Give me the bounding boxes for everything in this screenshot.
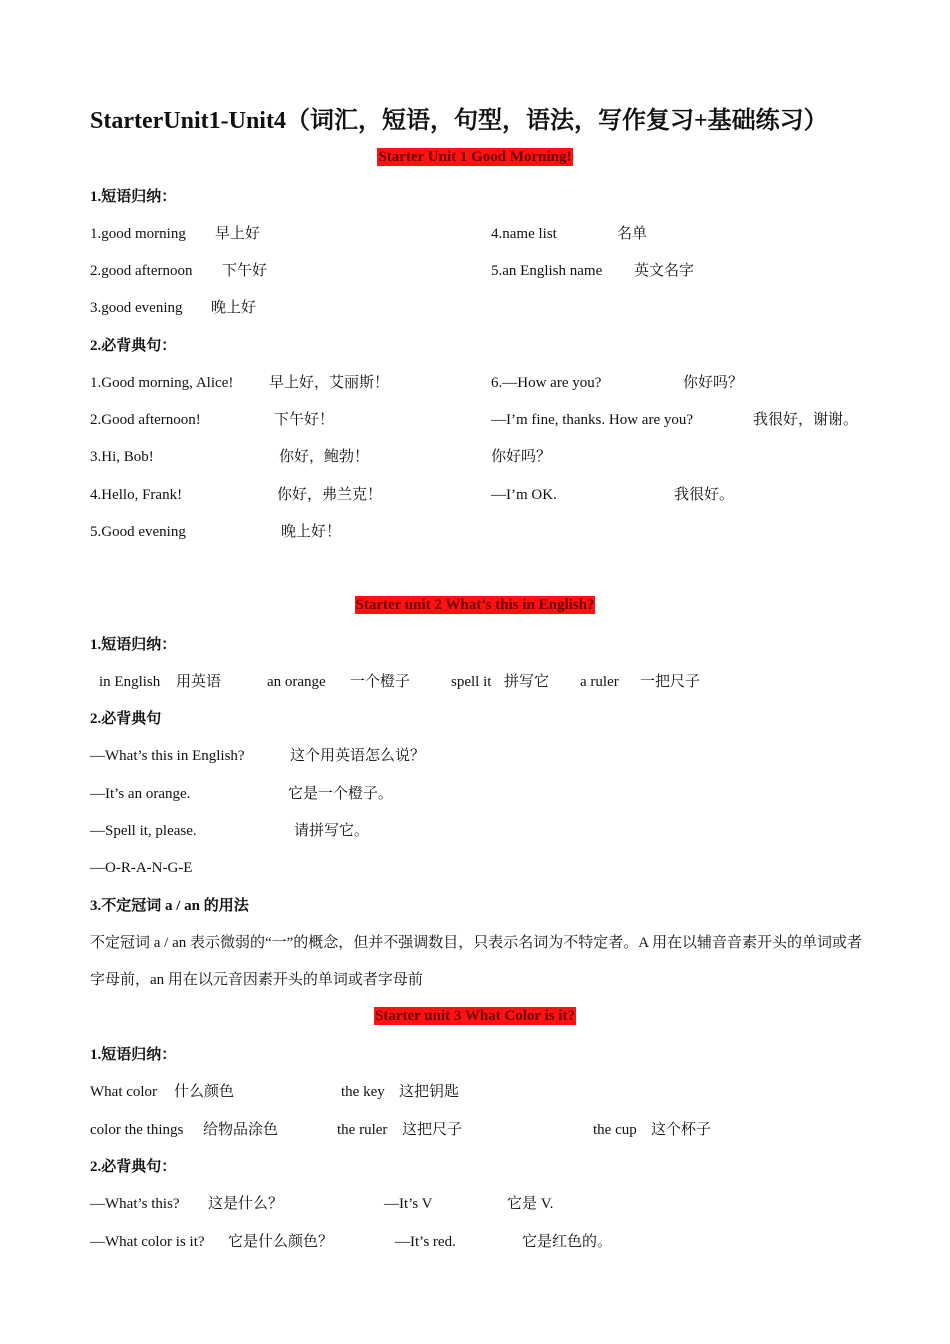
unit1-sentence-1-en: 1.Good morning, Alice! (90, 375, 234, 391)
unit1-sentence-7-en: —I’m fine, thanks. How are you? (491, 412, 694, 428)
unit3-sentence-1-zh: 这是什么？ (208, 1196, 284, 1212)
unit1-sentence-5-en: 5.Good evening (90, 524, 186, 540)
unit1-sentence-2-zh: 下午好！ (274, 412, 335, 428)
unit2-sentence-3-zh: 请拼写它。 (294, 823, 370, 839)
unit3-phrase-5-en: the cup (593, 1122, 637, 1138)
unit3-phrase-3-zh: 给物品涂色 (203, 1122, 279, 1138)
unit3-sentence-3-zh: 它是什么颜色？ (228, 1234, 334, 1250)
unit2-sentence-1-zh: 这个用英语怎么说？ (290, 748, 426, 764)
unit1-phrase-3-zh: 晚上好 (211, 300, 257, 316)
unit3-header-text: Starter unit 3 What Color is it? (374, 1008, 575, 1024)
unit1-sentence-8: 你好吗？ (491, 449, 552, 465)
unit1-phrase-2-zh: 下午好 (222, 263, 268, 279)
unit3-sentence-2-zh: 它是 V. (507, 1196, 554, 1212)
unit1-sentence-6-en: 6.—How are you? (491, 375, 602, 391)
unit1-phrase-4-en: 4.name list (491, 226, 557, 242)
unit1-header-text: Starter Unit 1 Good Morning! (378, 149, 572, 165)
unit2-header-text: Starter unit 2 What’s this in English? (355, 597, 595, 613)
unit2-sentences-heading: 2.必背典句 (90, 711, 162, 727)
unit2-phrase-1-en: in English (99, 674, 161, 690)
unit1-sentence-9-en: —I’m OK. (491, 487, 557, 503)
unit2-header (0, 597, 950, 614)
unit3-phrase-1-en: What color (90, 1084, 158, 1100)
unit3-phrase-4-en: the ruler (337, 1122, 388, 1138)
unit1-sentence-2-en: 2.Good afternoon! (90, 412, 201, 428)
unit1-phrase-5-en: 5.an English name (491, 263, 603, 279)
unit2-phrase-4-zh: 一把尺子 (640, 674, 701, 690)
unit1-phrase-1-en: 1.good morning (90, 226, 186, 242)
unit1-sentence-7-zh: 我很好，谢谢。 (753, 412, 859, 428)
unit3-sentence-1-en: —What’s this? (90, 1196, 180, 1212)
unit2-phrase-3-en: spell it (451, 674, 492, 690)
unit3-sentence-2-en: —It’s V (384, 1196, 433, 1212)
unit1-sentence-5-zh: 晚上好！ (281, 524, 342, 540)
unit2-phrase-4-en: a ruler (580, 674, 619, 690)
unit2-sentence-1-en: —What’s this in English? (90, 748, 245, 764)
unit3-sentences-heading: 2.必背典句： (90, 1159, 177, 1175)
unit1-sentence-9-zh: 我很好。 (674, 487, 735, 503)
unit2-sentence-2-zh: 它是一个橙子。 (288, 786, 394, 802)
unit1-sentence-1-zh: 早上好，艾丽斯！ (269, 375, 390, 391)
unit1-sentence-4-zh: 你好，弗兰克！ (277, 487, 383, 503)
unit3-phrase-1-zh: 什么颜色 (174, 1084, 235, 1100)
unit1-phrase-4-zh: 名单 (617, 226, 648, 242)
unit2-phrase-2-en: an orange (267, 674, 326, 690)
unit3-phrase-3-en: color the things (90, 1122, 184, 1138)
unit2-phrase-1-zh: 用英语 (176, 674, 222, 690)
unit2-phrase-3-zh: 拼写它 (504, 674, 550, 690)
unit1-phrase-2-en: 2.good afternoon (90, 263, 193, 279)
unit1-phrase-1-zh: 早上好 (215, 226, 261, 242)
unit2-phrase-2-zh: 一个橙子 (350, 674, 411, 690)
unit1-sentence-6-zh: 你好吗？ (683, 375, 744, 391)
unit1-sentence-4-en: 4.Hello, Frank! (90, 487, 183, 503)
unit1-phrases-heading: 1.短语归纳： (90, 189, 177, 205)
page-title: StarterUnit1-Unit4（词汇，短语，句型，语法，写作复习+基础练习） (90, 108, 828, 134)
unit3-phrase-5-zh: 这个杯子 (651, 1122, 712, 1138)
unit3-phrase-4-zh: 这把尺子 (402, 1122, 463, 1138)
unit3-sentence-3-en: —What color is it? (90, 1234, 205, 1250)
unit2-grammar-text: 不定冠词 a / an 表示微弱的“一”的概念，但并不强调数目，只表示名词为不特定者。A 用在以辅音音素开头的单词或者字母前，an 用在以元音因素开头的单词或者字母前 (90, 935, 863, 988)
unit1-sentence-3-zh: 你好，鲍勃！ (279, 449, 370, 465)
unit1-phrase-5-zh: 英文名字 (634, 263, 695, 279)
unit3-phrase-2-en: the key (341, 1084, 385, 1100)
unit2-sentence-2-en: —It’s an orange. (90, 786, 191, 802)
unit2-phrases-heading: 1.短语归纳： (90, 637, 177, 653)
unit2-sentence-4-en: —O-R-A-N-G-E (90, 860, 193, 876)
unit1-header (0, 149, 950, 166)
unit3-phrase-2-zh: 这把钥匙 (399, 1084, 460, 1100)
unit2-grammar-heading: 3.不定冠词 a / an 的用法 (90, 898, 249, 914)
unit3-sentence-4-en: —It’s red. (395, 1234, 456, 1250)
unit1-sentences-heading: 2.必背典句： (90, 338, 177, 354)
unit1-phrase-3-en: 3.good evening (90, 300, 183, 316)
unit3-header (0, 1008, 950, 1025)
unit3-phrases-heading: 1.短语归纳： (90, 1047, 177, 1063)
unit1-sentence-3-en: 3.Hi, Bob! (90, 449, 154, 465)
unit2-sentence-3-en: —Spell it, please. (90, 823, 197, 839)
unit3-sentence-4-zh: 它是红色的。 (522, 1234, 613, 1250)
